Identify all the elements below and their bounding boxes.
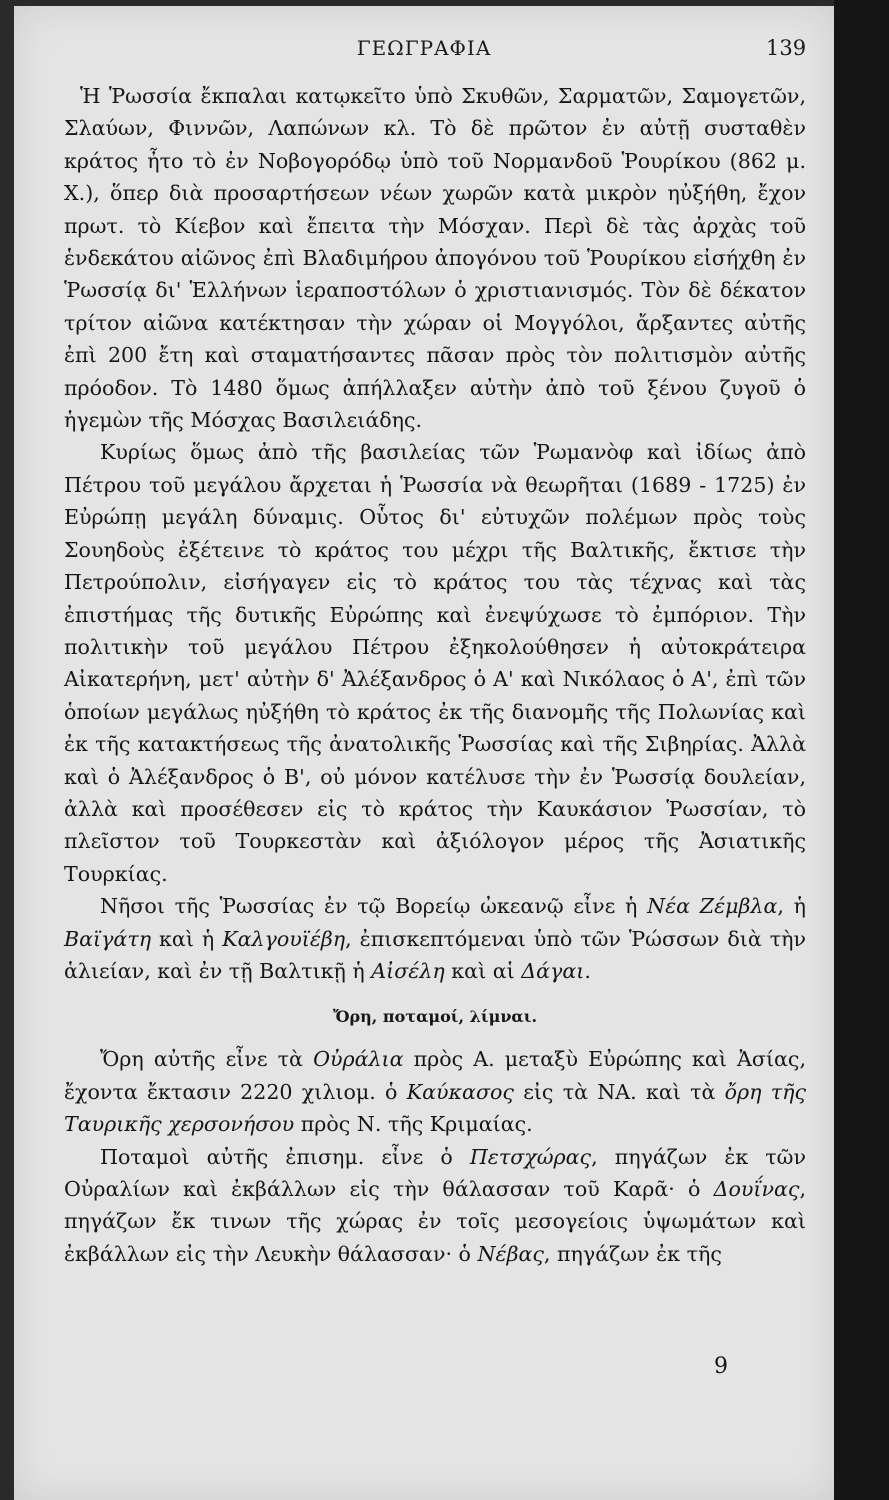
page-edge-shadow	[834, 0, 889, 1500]
island-name: Καλγουϊέβη	[222, 926, 346, 951]
paragraph-rivers: Ποταμοὶ αὐτῆς ἐπισημ. εἶνε ὁ Πετσχώρας, πηγάζων ἐκ τῶν Οὐραλίων καὶ ἐκβάλλων εἰς τὴν θάλασσαν τοῦ Καρᾶ· ὁ Δουΐνας, πηγάζων ἔκ τινων τῆς χώρας ἐν τοῖς μεσογείοις ὑψωμάτων καὶ ἐκβάλλων εἰς τὴν Λευκὴν θάλασσαν· ὁ Νέβας, πηγάζων ἐκ τῆς	[64, 1144, 806, 1266]
mountain-name: ὄρη τῆς Ταυρικῆς χερσονήσου	[64, 1079, 807, 1137]
paragraph-mountains: Ὄρη αὐτῆς εἶνε τὰ Οὐράλια πρὸς Α. μεταξὺ Εὐρώπης καὶ Ἀσίας, ἔχοντα ἔκτασιν 2220 χιλιομ. ὁ Καύκασος εἰς τὰ ΝΑ. καὶ τὰ ὄρη τῆς Ταυρικῆς χερσονήσου πρὸς Ν. τῆς Κριμαίας.	[64, 1047, 807, 1137]
page-number: 139	[766, 36, 807, 60]
island-name: Δάγαι	[521, 958, 585, 983]
book-page	[14, 6, 834, 1500]
island-name: Νέα Ζέμβλα	[647, 894, 778, 919]
mountain-name: Καύκασος	[406, 1079, 514, 1104]
river-name: Πετσχώρας	[469, 1144, 592, 1169]
paragraph-russia-history: Ἡ Ῥωσσία ἔκπαλαι κατῳκεῖτο ὑπὸ Σκυθῶν, Σαρματῶν, Σαμογετῶν, Σλαύων, Φιννῶν, Λαπώνων κλ. Τὸ δὲ πρῶτον ἐν αὐτῇ συσταθὲν κράτος ἦτο τὸ ἐν Νοβογορόδῳ ὑπὸ τοῦ Νορμανδοῦ Ῥουρίκου (862 μ. Χ.), ὅπερ διὰ προσαρτήσεων νέων χωρῶν κατὰ μικρὸν ηὐξήθη, ἔχον πρωτ. τὸ Κίεβον καὶ ἔπειτα τὴν Μόσχαν. Περὶ δὲ τὰς ἀρχὰς τοῦ ἑνδεκάτου αἰῶνος ἐπὶ Βλαδιμήρου ἀπογόνου τοῦ Ῥουρίκου εἰσήχθη ἐν Ῥωσσίᾳ δι' Ἑλλήνων ἱεραποστόλων ὁ χριστιανισμός. Τὸν δὲ δέκατον τρίτον αἰῶνα κατέκτησαν τὴν χώραν οἱ Μογγόλοι, ἄρξαντες αὐτῆς ἐπὶ 200 ἔτη καὶ σταματήσαντες πᾶσαν πρὸς τὸν πολιτισμὸν αὐτῆς πρόοδον. Τὸ 1480 ὅμως ἀπήλλαξεν αὐτὴν ἀπὸ τοῦ ξένου ζυγοῦ ὁ ἡγεμὼν τῆς Μόσχας Βασιλειάδης.	[64, 84, 806, 433]
river-name: Νέβας	[477, 1241, 544, 1266]
paragraph-islands: Νῆσοι τῆς Ῥωσσίας ἐν τῷ Βορείῳ ὠκεανῷ εἶνε ἡ Νέα Ζέμβλα, ἡ Βαϊγάτη καὶ ἡ Καλγουϊέβη, ἐπισκεπτόμεναι ὑπὸ τῶν Ῥώσσων διὰ τὴν ἁλιείαν, καὶ ἐν τῇ Βαλτικῇ ἡ Αἰσέλη καὶ αἱ Δάγαι.	[64, 894, 806, 983]
island-name: Αἰσέλη	[371, 958, 445, 983]
mountain-name: Οὐράλια	[313, 1047, 404, 1072]
section-subheading: Ὄρη, ποταμοί, λίμναι.	[332, 1007, 538, 1027]
body-text	[64, 80, 806, 1270]
signature-mark: 9	[714, 1354, 728, 1379]
river-name: Δουΐνας	[713, 1177, 800, 1201]
running-head: ΓΕΩΓΡΑΦΙΑ	[356, 36, 492, 60]
paragraph-romanov-peter: Κυρίως ὅμως ἀπὸ τῆς βασιλείας τῶν Ῥωμανὸφ καὶ ἰδίως ἀπὸ Πέτρου τοῦ μεγάλου ἄρχεται ἡ Ῥωσσία νὰ θεωρῆται (1689 - 1725) ἐν Εὐρώπῃ μεγάλη δύναμις. Οὗτος δι' εὐτυχῶν πολέμων πρὸς τοὺς Σουηδοὺς ἐξέτεινε τὸ κράτος του μέχρι τῆς Βαλτικῆς, ἔκτισε τὴν Πετρούπολιν, εἰσήγαγεν εἰς τὸ κράτος του τὰς τέχνας καὶ τὰς ἐπιστήμας τῆς δυτικῆς Εὐρώπης καὶ ἐνεψύχωσε τὸ ἐμπόριον. Τὴν πολιτικὴν τοῦ μεγάλου Πέτρου ἐξηκολούθησεν ἡ αὐτοκράτειρα Αἰκατερήνη, μετ' αὐτὴν δ' Ἀλέξανδρος ὁ Α' καὶ Νικόλαος ὁ Α', ἐπὶ τῶν ὁποίων μεγάλως ηὐξήθη τὸ κράτος ἐκ τῆς διανομῆς τῆς Πολωνίας καὶ ἐκ τῆς κατακτήσεως τῆς ἀνατολικῆς Ῥωσσίας καὶ τῆς Σιβηρίας. Ἀλλὰ καὶ ὁ Ἀλέξανδρος ὁ Β', οὐ μόνον κατέλυσε τὴν ἐν Ῥωσσίᾳ δουλείαν, ἀλλὰ καὶ προσέθεσεν εἰς τὸ κράτος τὴν Καυκάσιον Ῥωσσίαν, τὸ πλεῖστον τοῦ Τουρκεστὰν καὶ ἀξιόλογον μέρος τῆς Ἀσιατικῆς Τουρκίας.	[64, 440, 806, 886]
island-name: Βαϊγάτη	[64, 926, 152, 951]
